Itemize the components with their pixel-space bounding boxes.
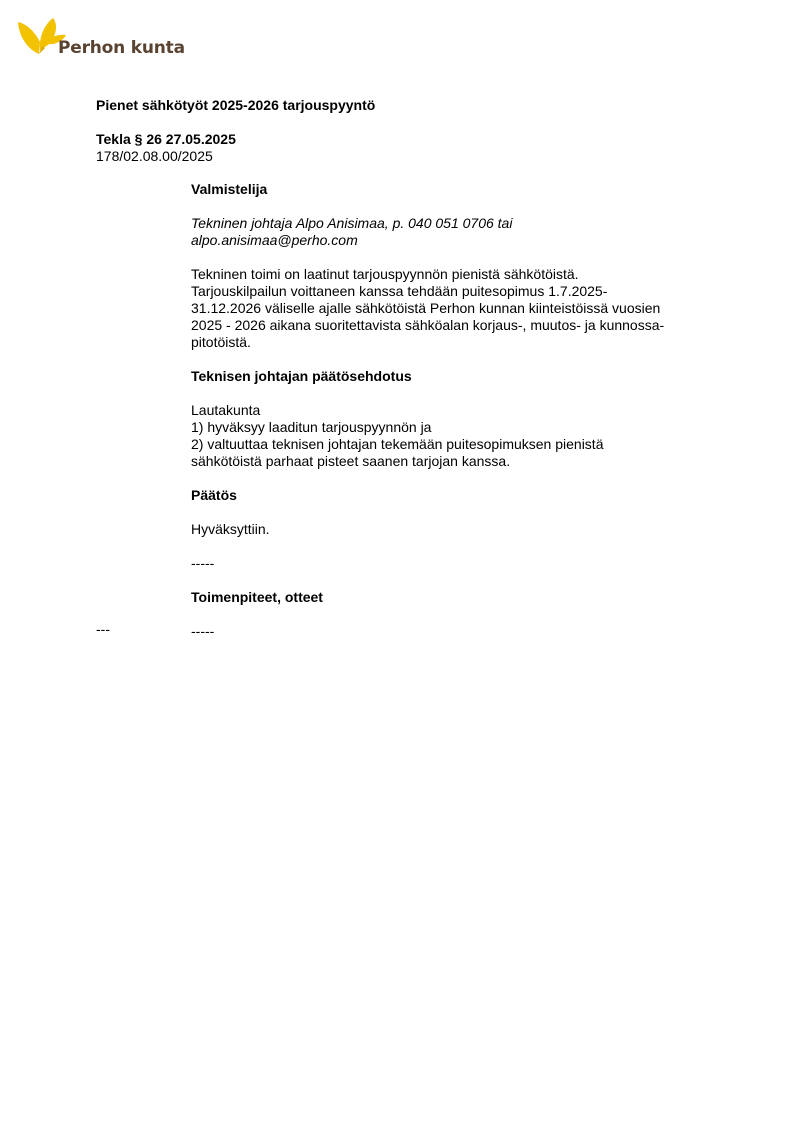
proposal-line: Lautakunta: [191, 402, 261, 418]
decision-heading: Päätös: [191, 487, 237, 503]
intro-line: 2025 - 2026 aikana suoritettavista sähköalan korjaus-, muutos- ja kunnossa-: [191, 317, 665, 333]
proposal-line: 1) hyväksyy laaditun tarjouspyynnön ja: [191, 419, 432, 435]
proposal-line: sähkötöistä parhaat pisteet saanen tarjojan kanssa.: [191, 453, 511, 469]
preparer-email: alpo.anisimaa@perho.com: [191, 232, 358, 248]
diary-number: 178/02.08.00/2025: [96, 148, 213, 164]
actions-separator: -----: [191, 623, 215, 639]
document-body: [191, 181, 711, 640]
document-title: Pienet sähkötyöt 2025-2026 tarjouspyyntö: [96, 97, 376, 113]
separator: -----: [191, 555, 215, 571]
actions-heading: Toimenpiteet, otteet: [191, 589, 323, 605]
intro-line: Tarjouskilpailun voittaneen kanssa tehdään puitesopimus 1.7.2025-: [191, 283, 608, 299]
decision-text: Hyväksyttiin.: [191, 521, 270, 537]
preparer-heading: Valmistelija: [191, 181, 268, 197]
meeting-reference: Tekla § 26 27.05.2025: [96, 131, 236, 147]
proposal-heading: Teknisen johtajan päätösehdotus: [191, 368, 412, 384]
logo-text: Perhon kunta: [58, 37, 185, 58]
intro-line: Tekninen toimi on laatinut tarjouspyynnön pienistä sähkötöistä.: [191, 266, 579, 282]
intro-line: 31.12.2026 väliselle ajalle sähkötöistä Perhon kunnan kiinteistöissä vuosien: [191, 300, 661, 316]
proposal-line: 2) valtuuttaa teknisen johtajan tekemään puitesopimuksen pienistä: [191, 436, 604, 452]
intro-line: pitotöistä.: [191, 334, 251, 350]
municipality-logo: [17, 10, 185, 58]
preparer-line: Tekninen johtaja Alpo Anisimaa, p. 040 051 0706 tai: [191, 215, 513, 231]
actions-left-marker: ---: [96, 621, 110, 637]
